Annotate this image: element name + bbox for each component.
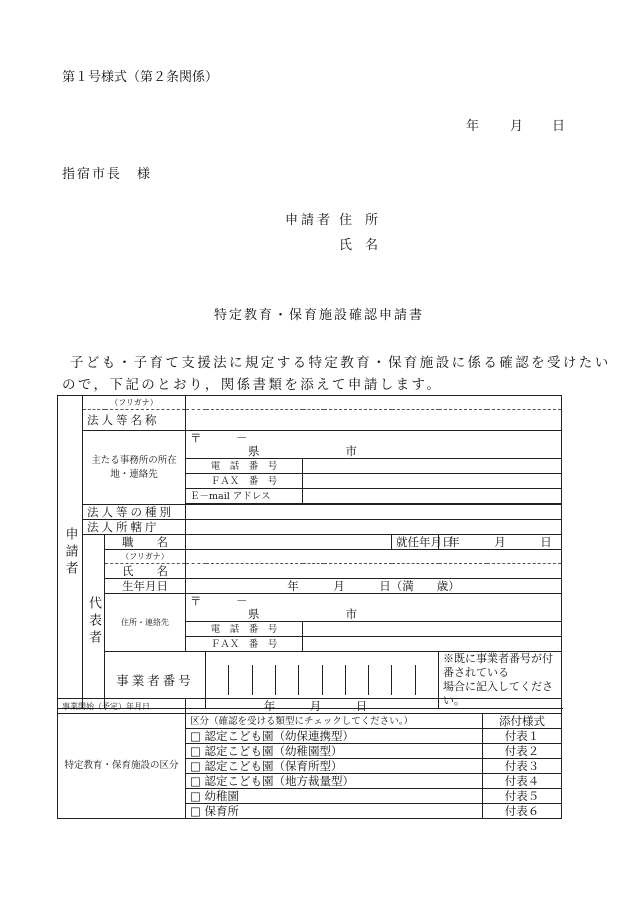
office-pref-city	[190, 445, 557, 458]
attach-1: 付表１	[483, 729, 562, 744]
facility-table	[57, 698, 562, 819]
office-address-field[interactable]	[186, 431, 562, 459]
category-option-3[interactable]: □ 認定こども園（保育所型）	[186, 759, 483, 774]
intro-line-2: ので，下記のとおり，関係書類を添えて申請します。	[62, 377, 443, 393]
rep-pref-city	[190, 608, 557, 621]
application-table	[57, 395, 562, 709]
corp-type-label: 法人等の種別	[83, 505, 186, 520]
rep-pref-label: 県	[248, 607, 260, 621]
rep-address-label: 住所・連絡先	[105, 594, 186, 652]
rep-name-field[interactable]	[186, 564, 562, 579]
attach-2: 付表２	[483, 744, 562, 759]
addressee: 指宿市長 様	[62, 167, 153, 182]
corp-furigana-label: （フリガナ）	[83, 396, 186, 410]
rep-city-label: 市	[345, 607, 358, 621]
appointed-label: 就任年月日	[392, 535, 439, 550]
birth-label: 生年月日	[105, 579, 186, 594]
operator-note-line-1: ※既に事業者番号が付番されている	[443, 652, 554, 679]
office-email-field[interactable]	[303, 489, 562, 504]
name-label: 氏 名	[339, 238, 379, 253]
rep-fax-label: ＦＡＸ 番 号	[186, 637, 303, 652]
address-label: 住 所	[339, 213, 379, 228]
attach-5: 付表５	[483, 789, 562, 804]
attach-6: 付表６	[483, 804, 562, 819]
rep-postal-mark: 〒 －	[190, 594, 248, 608]
postal-mark: 〒 －	[190, 431, 248, 445]
rep-title-field[interactable]	[186, 535, 392, 550]
category-option-5[interactable]: □ 幼稚園	[186, 789, 483, 804]
rep-vertical-label: 代表者	[83, 535, 105, 709]
birth-field[interactable]: 年 月 日（満 歳）	[186, 579, 562, 594]
corp-name-field[interactable]	[186, 410, 562, 431]
office-tel-label: 電 話 番 号	[186, 459, 303, 474]
applicant-label: 申請者	[285, 213, 334, 228]
rep-furigana-field[interactable]	[186, 550, 562, 564]
authority-field[interactable]	[186, 520, 562, 535]
office-fax-field[interactable]	[303, 474, 562, 489]
rep-fax-field[interactable]	[303, 637, 562, 652]
corp-name-label: 法人等名称	[83, 410, 186, 431]
pref-label: 県	[248, 444, 260, 458]
attach-header: 添付様式	[483, 714, 562, 729]
rep-address-field[interactable]	[186, 594, 562, 622]
category-header: 区分（確認を受ける類型にチェックしてください。）	[186, 714, 483, 729]
corp-furigana-field[interactable]	[186, 396, 562, 410]
applicant-vertical-label: 申請者	[58, 396, 83, 709]
rep-name-label: 氏 名	[105, 564, 186, 579]
document-title: 特定教育・保育施設確認申請書	[214, 308, 425, 323]
office-tel-field[interactable]	[303, 459, 562, 474]
attach-3: 付表３	[483, 759, 562, 774]
date-month: 月	[510, 119, 524, 134]
start-date-label: 事業開始（予定）年月日	[58, 699, 186, 714]
office-email-label: Ｅ－mail アドレス	[186, 489, 303, 504]
category-option-1[interactable]: □ 認定こども園（幼保連携型）	[186, 729, 483, 744]
rep-tel-label: 電 話 番 号	[186, 622, 303, 637]
facility-category-label: 特定教育・保育施設の区分	[58, 714, 186, 819]
office-location-label: 主たる事務所の所在地・連絡先	[83, 431, 186, 505]
city-label: 市	[345, 444, 358, 458]
operator-note-line-2: 場合に記入してください。	[443, 680, 554, 707]
start-date-field[interactable]: 年 月 日	[186, 699, 562, 714]
corp-type-field[interactable]	[186, 505, 562, 520]
rep-tel-field[interactable]	[303, 622, 562, 637]
date-year: 年	[466, 119, 480, 134]
attach-4: 付表４	[483, 774, 562, 789]
appointed-field[interactable]: 年 月 日	[439, 535, 562, 550]
office-fax-label: ＦＡＸ 番 号	[186, 474, 303, 489]
form-number: 第１号様式（第２条関係）	[62, 70, 219, 85]
category-option-4[interactable]: □ 認定こども園（地方裁量型）	[186, 774, 483, 789]
authority-label: 法人所轄庁	[83, 520, 186, 535]
rep-title-label: 職 名	[105, 535, 186, 550]
operator-number-boxes	[206, 665, 438, 695]
intro-line-1: 子ども・子育て支援法に規定する特定教育・保育施設に係る確認を受けたい	[70, 355, 611, 371]
category-option-6[interactable]: □ 保育所	[186, 804, 483, 819]
operator-number-label: 事業者番号	[105, 652, 206, 709]
category-option-2[interactable]: □ 認定こども園（幼稚園型）	[186, 744, 483, 759]
date-day: 日	[552, 119, 566, 134]
rep-furigana-label: （フリガナ）	[105, 550, 186, 564]
